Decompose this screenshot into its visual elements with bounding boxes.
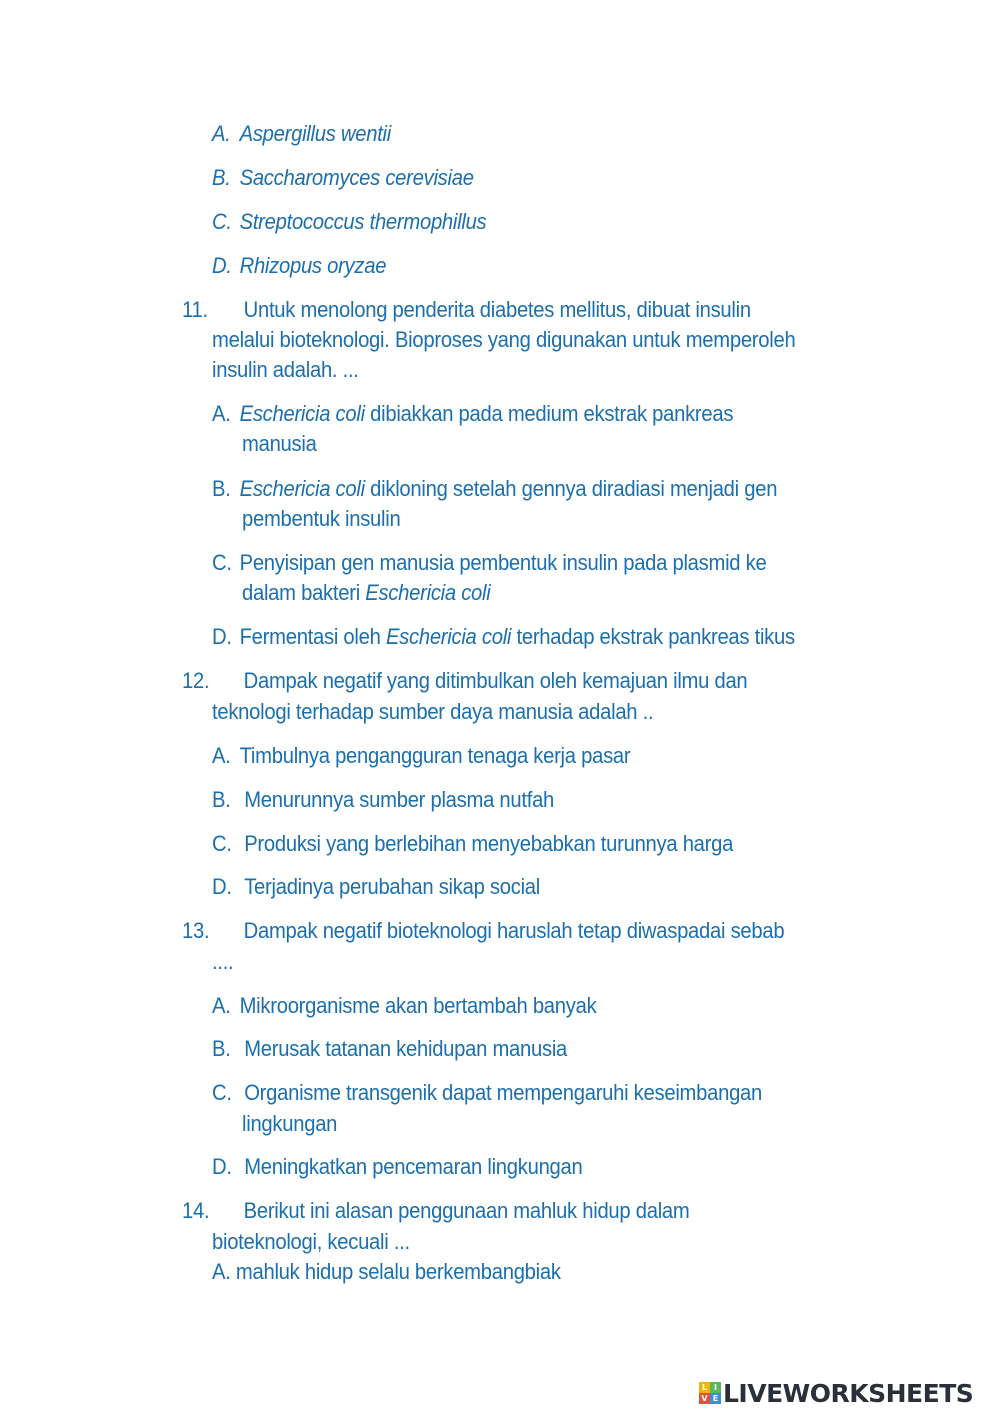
q11-question-line-3: insulin adalah. ... bbox=[212, 357, 359, 382]
q13-question: 13. Dampak negatif bioteknologi haruslah tetap diwaspadai sebab bbox=[182, 916, 784, 946]
q12-option-a[interactable]: A. Timbulnya pengangguran tenaga kerja pasar bbox=[212, 743, 631, 768]
liveworksheets-logo[interactable] bbox=[699, 1378, 973, 1408]
q11-question-line-2: melalui bioteknologi. Bioproses yang digunakan untuk memperoleh bbox=[212, 327, 796, 352]
q14-option-a[interactable]: A. mahluk hidup selalu berkembangbiak bbox=[212, 1259, 561, 1284]
q12-option-b[interactable]: B. Menurunnya sumber plasma nutfah bbox=[212, 787, 555, 812]
q11-option-b-cont: pembentuk insulin bbox=[242, 506, 401, 531]
q12-question-line-2: teknologi terhadap sumber daya manusia adalah .. bbox=[212, 699, 654, 724]
q14-question-line-2: bioteknologi, kecuali ... bbox=[212, 1229, 410, 1254]
q13-option-c-cont: lingkungan bbox=[242, 1111, 338, 1136]
q14-number: 14. bbox=[182, 1198, 210, 1223]
q11-option-b[interactable]: B. Eschericia coli dikloning setelah gennya diradiasi menjadi gen bbox=[212, 476, 778, 501]
q11-number: 11. bbox=[182, 297, 208, 322]
q11-option-d[interactable]: D. Fermentasi oleh Eschericia coli terhadap ekstrak pankreas tikus bbox=[212, 624, 795, 649]
liveworksheets-logo-text: LIVEWORKSHEETS bbox=[723, 1378, 974, 1408]
q12-option-d[interactable]: D. Terjadinya perubahan sikap social bbox=[212, 874, 541, 899]
q13-option-c[interactable]: C. Organisme transgenik dapat mempengaruhi keseimbangan bbox=[212, 1080, 763, 1105]
q10-option-a[interactable]: A. Aspergillus wentii bbox=[212, 121, 392, 146]
q13-question-line-2: .... bbox=[212, 949, 234, 974]
q12-number: 12. bbox=[182, 668, 210, 693]
q12-question: 12. Dampak negatif yang ditimbulkan oleh kemajuan ilmu dan bbox=[182, 666, 747, 696]
q13-option-a[interactable]: A. Mikroorganisme akan bertambah banyak bbox=[212, 993, 597, 1018]
q11-option-a-cont: manusia bbox=[242, 431, 317, 456]
q12-option-c[interactable]: C. Produksi yang berlebihan menyebabkan turunnya harga bbox=[212, 831, 734, 856]
q13-option-d[interactable]: D. Meningkatkan pencemaran lingkungan bbox=[212, 1154, 583, 1179]
q11-option-a[interactable]: A. Eschericia coli dibiakkan pada medium ekstrak pankreas bbox=[212, 401, 734, 426]
q10-option-b[interactable]: B. Saccharomyces cerevisiae bbox=[212, 165, 474, 190]
q13-number: 13. bbox=[182, 918, 210, 943]
q10-option-c[interactable]: C. Streptococcus thermophillus bbox=[212, 209, 487, 234]
q13-option-b[interactable]: B. Merusak tatanan kehidupan manusia bbox=[212, 1036, 568, 1061]
q10-option-d[interactable]: D. Rhizopus oryzae bbox=[212, 253, 387, 278]
q11-option-c-cont: dalam bakteri Eschericia coli bbox=[242, 580, 491, 605]
q14-question: 14. Berikut ini alasan penggunaan mahluk hidup dalam bbox=[182, 1196, 689, 1226]
liveworksheets-logo-icon: L I V E bbox=[699, 1382, 721, 1404]
q11-option-c[interactable]: C. Penyisipan gen manusia pembentuk insulin pada plasmid ke bbox=[212, 550, 767, 575]
q11-question: 11. Untuk menolong penderita diabetes mellitus, dibuat insulin bbox=[182, 295, 751, 325]
